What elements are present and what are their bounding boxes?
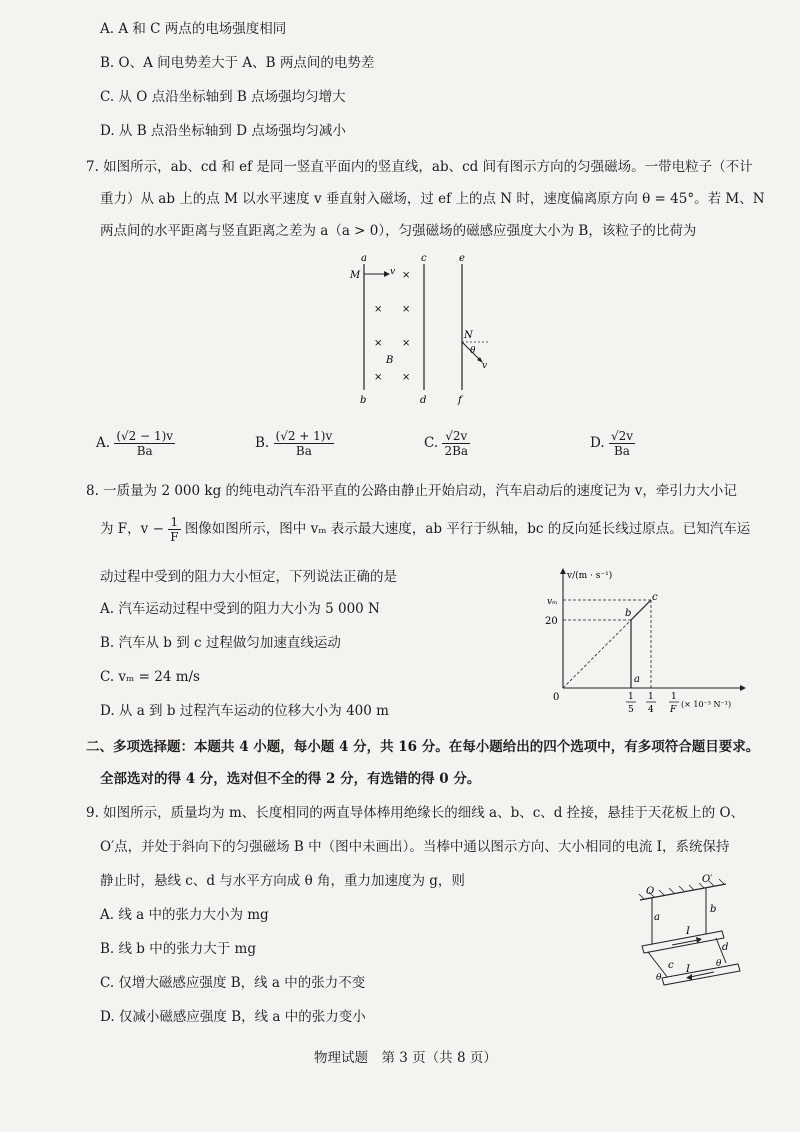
q7-field-x: × [374,338,383,349]
q9-label-O: O [646,886,655,897]
q7-label-b: b [360,395,367,406]
q9-label-I-lower: I [686,964,690,975]
q9-label-b: b [710,904,717,915]
q7-stem-line3: 两点间的水平距离与竖直距离之差为 a（a > 0），匀强磁场的磁感应强度大小为 B，该粒子的比荷为 [100,223,697,239]
q8-graph-xl-den: F [670,705,677,715]
q8-graph-xunit: (× 10⁻³ N⁻¹) [681,700,732,709]
q8-option-b: B. 汽车从 b 到 c 过程做匀加速直线运动 [100,635,341,651]
q7-label-f: f [458,395,462,406]
section2-heading-line1: 二、多项选择题：本题共 4 小题，每小题 4 分，共 16 分。在每小题给出的四个选项中，有多项符合题目要求。 [86,739,760,755]
q8-option-a: A. 汽车运动过程中受到的阻力大小为 5 000 N [100,601,380,617]
q9-option-c: C. 仅增大磁感应强度 B，线 a 中的张力不变 [100,975,366,991]
q8-stem-line3: 动过程中受到的阻力大小恒定，下列说法正确的是 [100,569,397,585]
q7-option-d: D. $\frac{√2v}{Ba}$ [590,429,633,458]
q9-label-theta-right: θ [716,959,722,969]
q9-hanging-rods-figure [626,868,756,1003]
q7-label-N: N [464,330,473,341]
q7-stem-line1: 7. 如图所示，ab、cd 和 ef 是同一竖直平面内的竖直线，ab、cd 间有图示方向的匀强磁场。一带电粒子（不计 [86,159,753,175]
q9-label-I-upper: I [686,926,690,937]
q7-label-M: M [350,270,361,281]
q7-label-B: B [386,355,394,366]
q6-option-a: A. A 和 C 两点的电场强度相同 [100,21,287,37]
q7-label-e: e [459,253,465,264]
q9-label-theta-left: θ [656,973,662,983]
q9-option-b: B. 线 b 中的张力大于 mg [100,941,256,957]
q8-option-d: D. 从 a 到 b 过程汽车运动的位移大小为 400 m [100,703,389,719]
q6-option-b: B. O、A 间电势差大于 A、B 两点间的电势差 [100,55,375,71]
q8-graph-xl-num: 1 [671,692,677,702]
q7-option-a: A. $\frac{(√2 - 1)v}{Ba}$ [96,429,174,458]
q8-graph-vm: vₘ [547,597,558,607]
q7-label-a: a [361,253,367,264]
q7-field-x: × [402,304,411,315]
q7-field-x: × [402,338,411,349]
q7-stem-line2: 重力）从 ab 上的点 M 以水平速度 v 垂直射入磁场，过 ef 上的点 N 时，速度偏离原方向 θ = 45°。若 M、N [100,191,765,207]
q8-graph-a: a [634,674,640,685]
q9-stem-line1: 9. 如图所示，质量均为 m、长度相同的两直导体棒用绝缘长的细线 a、b、c、d 拴接，悬挂于天花板上的 O、 [86,805,745,821]
q8-graph-x2-num: 1 [648,692,654,702]
q7-field-x: × [374,304,383,315]
q7-label-theta: θ [470,346,476,356]
q8-graph-c: c [652,592,658,603]
q7-field-x: × [402,270,411,281]
q7-option-b: B. $\frac{(√2 + 1)v}{Ba}$ [255,429,333,458]
q9-stem-line3: 静止时，悬线 c、d 与水平方向成 θ 角，重力加速度为 g，则 [100,873,465,889]
q8-graph-x1-den: 5 [628,705,634,715]
q8-option-c: C. vₘ = 24 m/s [100,669,200,685]
q7-field-x: × [402,372,411,383]
q9-label-a: a [654,912,660,923]
q8-graph-x2-den: 4 [648,705,654,715]
q7-magnetic-field-figure [340,250,500,410]
section2-heading-line2: 全部选对的得 4 分，选对但不全的得 2 分，有选错的得 0 分。 [100,771,481,787]
q7-label-v1: v [390,267,396,277]
q7-label-v2: v [482,361,488,371]
q8-graph-20: 20 [545,616,558,627]
q7-field-x: × [374,372,383,383]
q9-option-a: A. 线 a 中的张力大小为 mg [100,907,269,923]
q9-label-d: d [722,942,729,953]
q7-option-c: C. $\frac{√2v}{2Ba}$ [424,429,469,458]
q8-graph-x1-num: 1 [628,692,634,702]
q8-graph-ylabel: v/(m · s⁻¹) [567,571,613,581]
page-footer: 物理试题 第 3 页（共 8 页） [314,1050,497,1066]
q8-graph-origin: 0 [553,692,560,703]
q8-graph-b: b [625,608,632,619]
q9-stem-line2: O′点，并处于斜向下的匀强磁场 B 中（图中未画出）。当棒中通以图示方向、大小相同的电流 I，系统保持 [100,839,730,855]
q6-option-d: D. 从 B 点沿坐标轴到 D 点场强均匀减小 [100,123,346,139]
q8-v-vs-1overF-graph [535,562,765,722]
q9-label-c: c [668,960,674,971]
q6-option-c: C. 从 O 点沿坐标轴到 B 点场强均匀增大 [100,89,346,105]
q8-stem-line2: 为 F，v − $\frac{1}{F}$ 图像如图所示，图中 vₘ 表示最大速度，ab 平行于纵轴，bc 的反向延长线过原点。已知汽车运 [100,515,751,544]
q8-stem-line1: 8. 一质量为 2 000 kg 的纯电动汽车沿平直的公路由静止开始启动，汽车启动后的速度记为 v，牵引力大小记 [86,483,737,499]
q7-label-d: d [420,395,427,406]
q9-label-Op: O′ [702,874,713,885]
q7-label-c: c [421,253,427,264]
q9-option-d: D. 仅减小磁感应强度 B，线 a 中的张力变小 [100,1009,366,1025]
